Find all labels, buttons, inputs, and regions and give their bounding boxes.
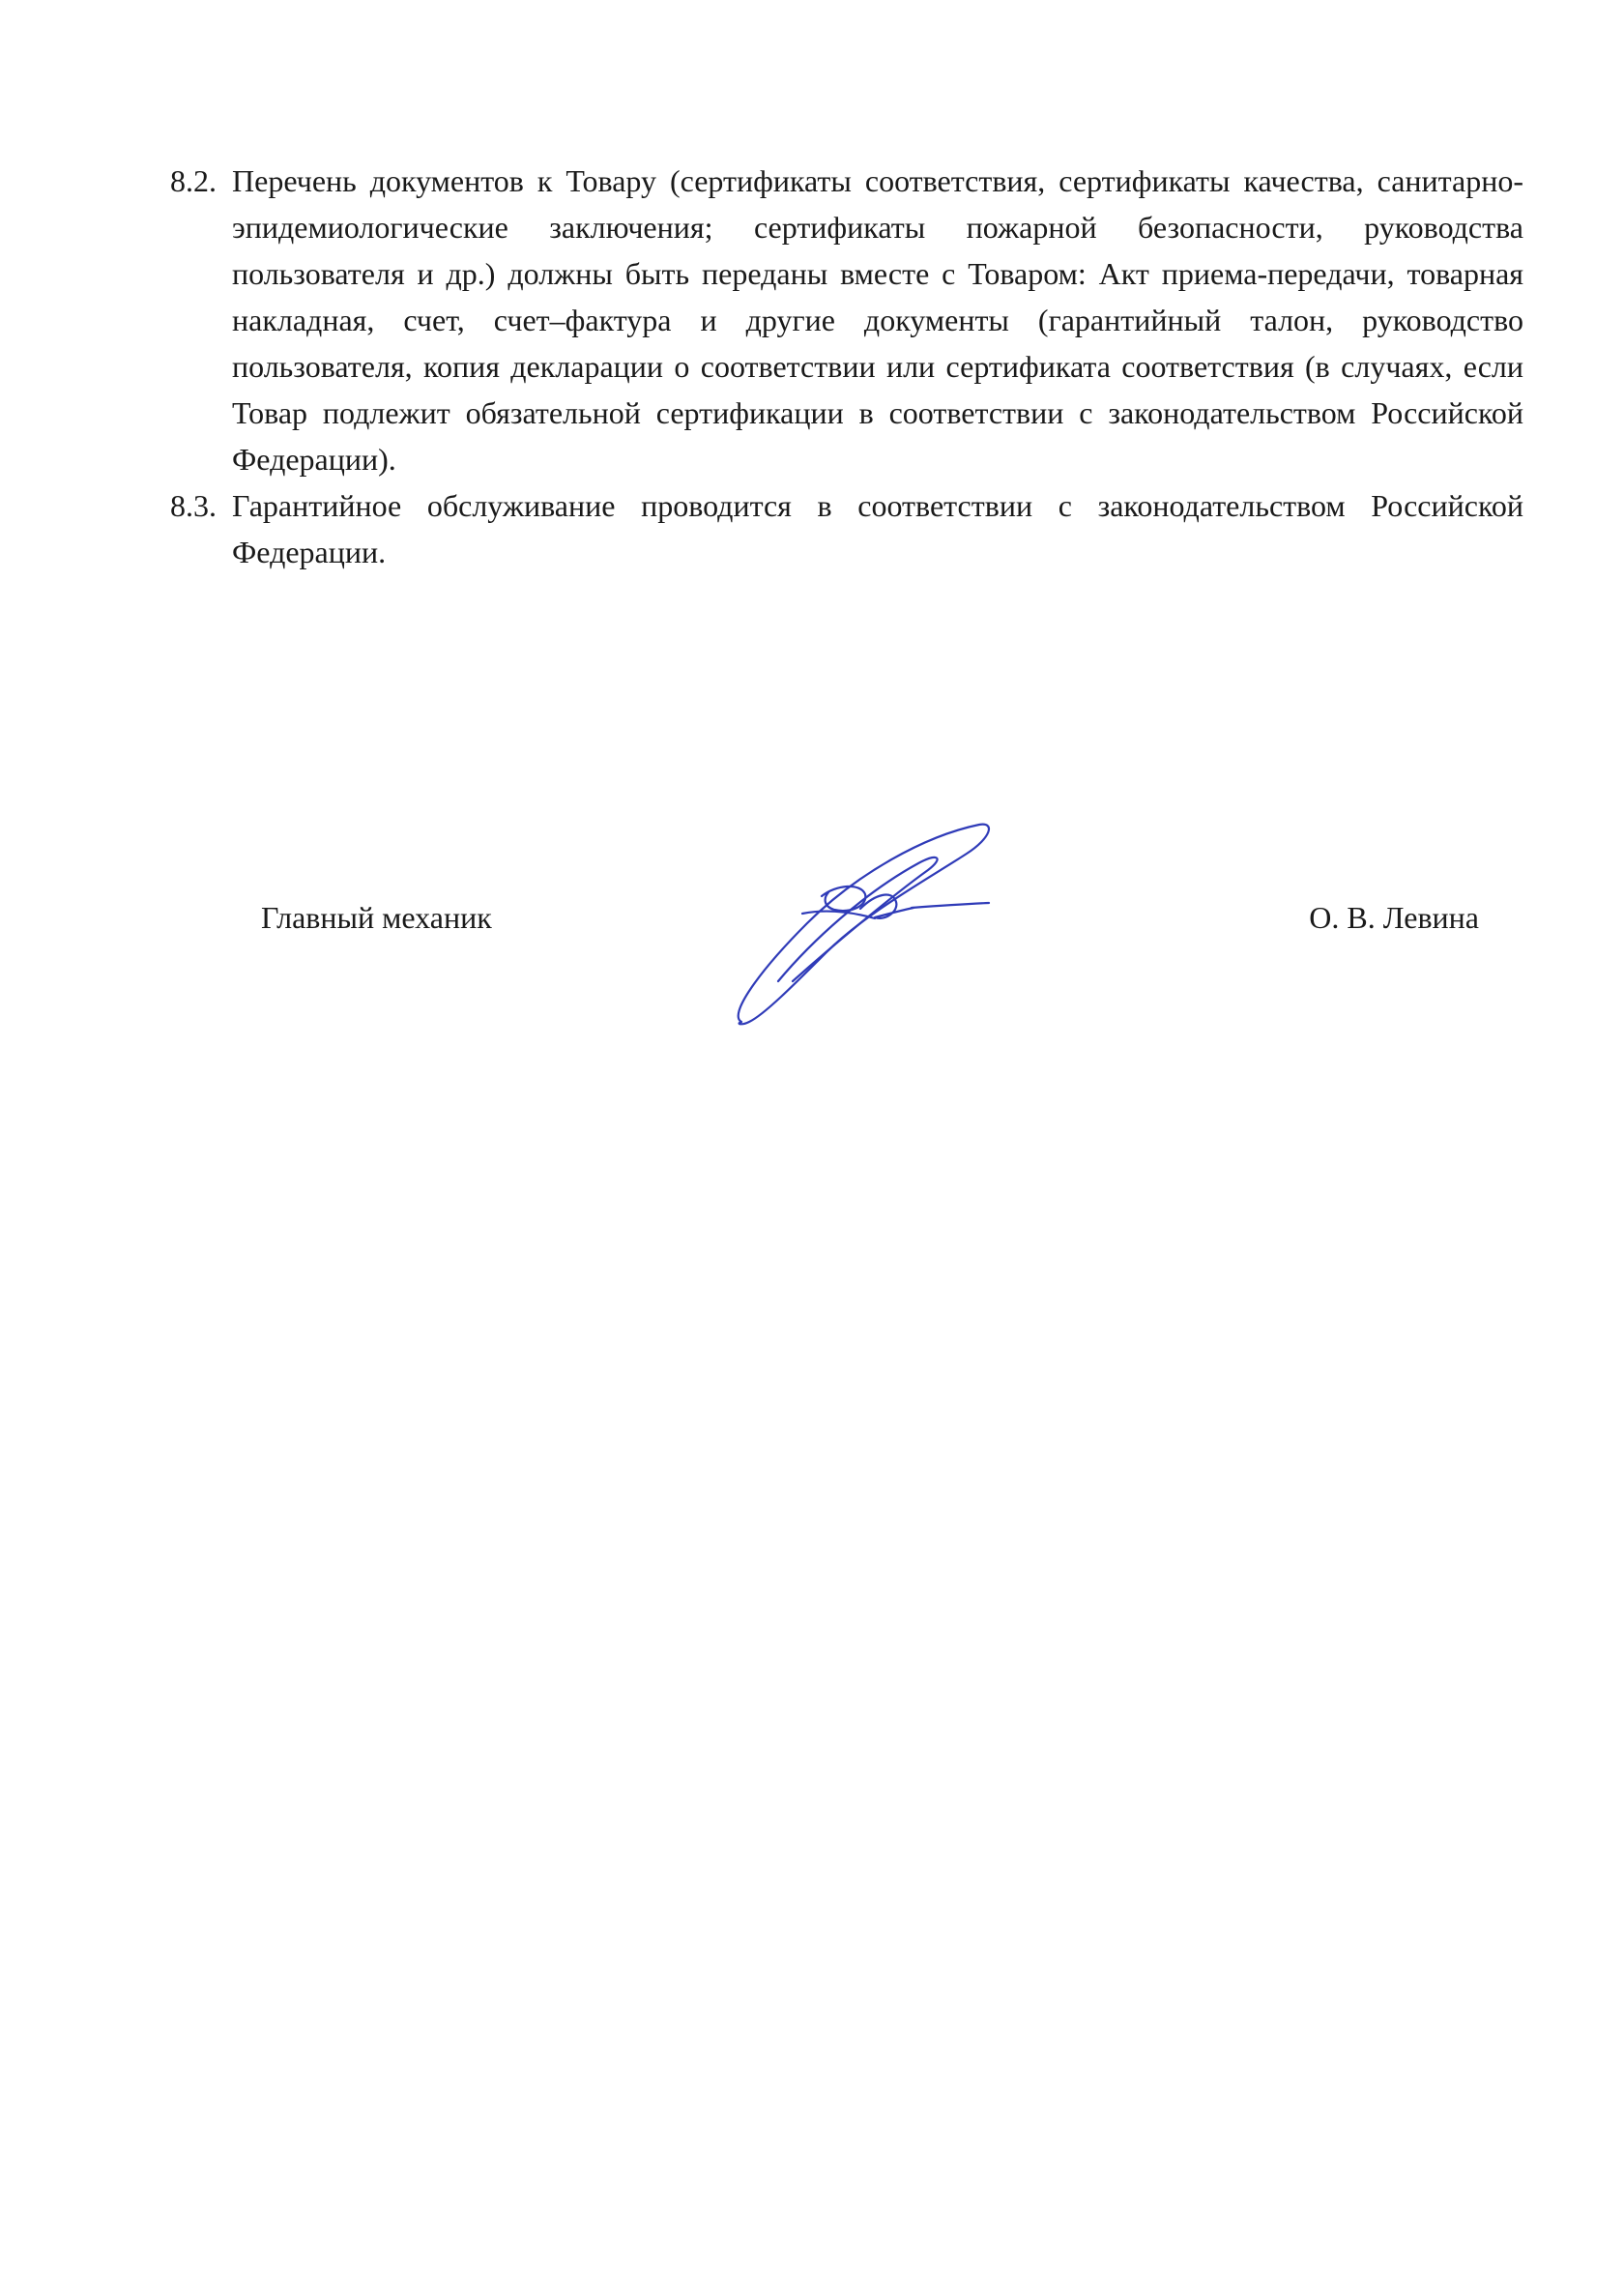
clause-8-3 — [170, 482, 1523, 575]
clause-8-2 — [170, 158, 1523, 482]
clause-list — [170, 158, 1523, 575]
clause-number: 8.2. — [170, 163, 217, 198]
handwritten-signature — [720, 817, 1010, 1034]
position-title: Главный механик — [261, 900, 492, 935]
clause-text: Перечень документов к Товару (сертификаты соответствия, сертификаты качества, санитарно-эпидемиологические заключения; сертификаты пожарной безопасности, руководства пользователя и др.) должны быть переданы вместе с Товаром: Акт приема-передачи, товарная накладная, счет, счет–фактура и другие документы (гарантийный талон, руководство пользователя, копия декларации о соответствии или сертификата соответствия (в случаях, если Товар подлежит обязательной сертификации в соответствии с законодательством Российской Федерации). — [232, 163, 1523, 477]
clause-text: Гарантийное обслуживание проводится в соответствии с законодательством Российской Федерации. — [232, 488, 1523, 569]
clause-number: 8.3. — [170, 488, 217, 523]
signature-icon — [720, 817, 1010, 1034]
signer-name: О. В. Левина — [1309, 900, 1479, 935]
